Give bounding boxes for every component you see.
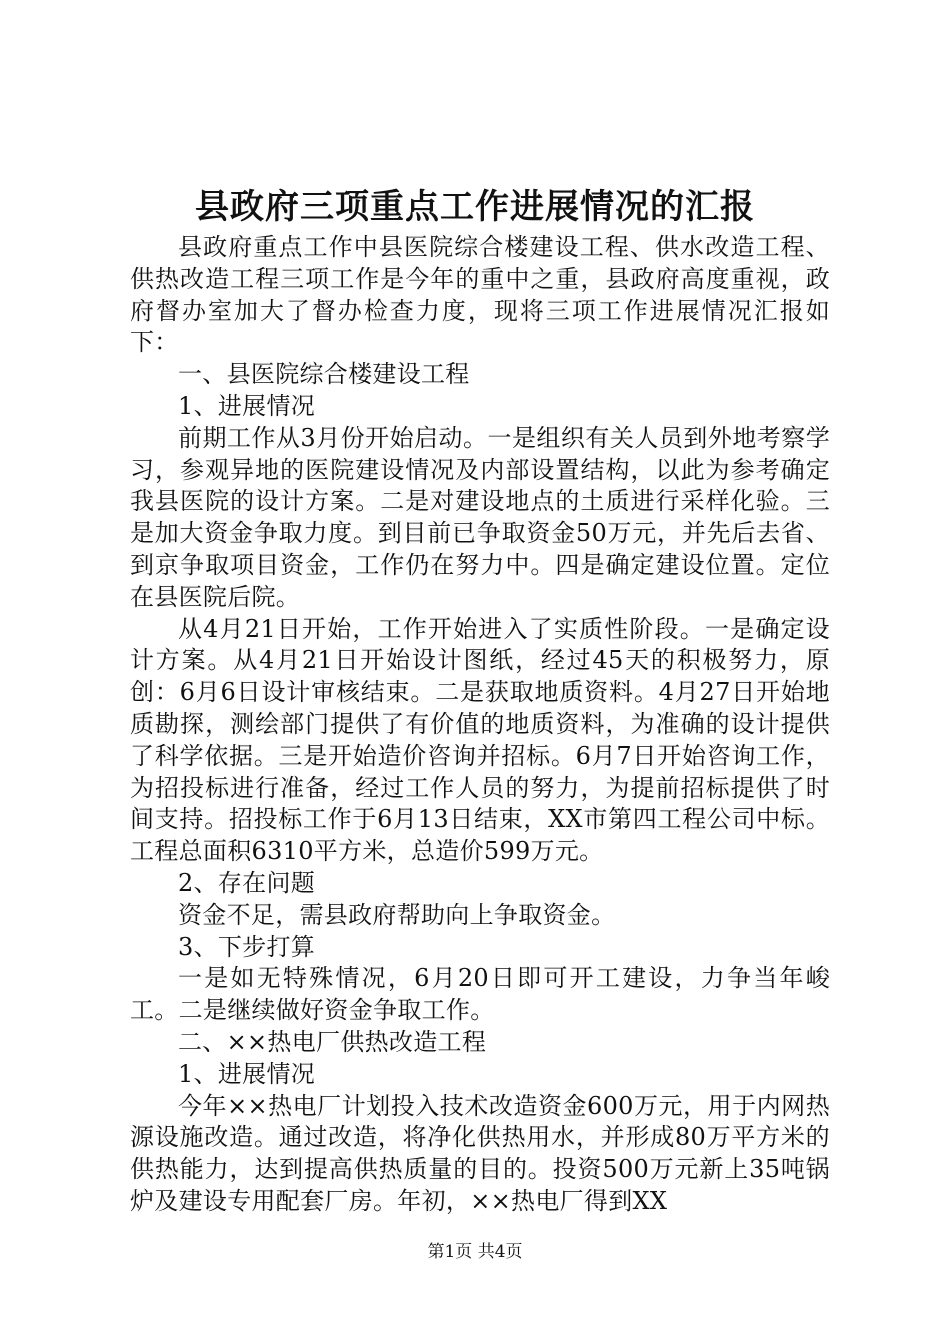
subheading-progress: 1、进展情况 xyxy=(178,391,316,420)
section-heading-hospital: 一、县医院综合楼建设工程 xyxy=(178,360,470,389)
paragraph-early-work: 前期工作从3月份开始启动。一是组织有关人员到外地考察学习，参观异地的医院建设情况及内部设置结构，以此为参考确定我县医院的设计方案。二是对建设地点的土质进行采样化验。三是加大资金争取力度。到目前已争取资金50万元，并先后去省、到京争取项目资金，工作仍在努力中。四是确定建设位置。定位在县医院后院。 xyxy=(130,423,830,611)
document-body xyxy=(130,232,830,1218)
section-heading-heating: 二、××热电厂供热改造工程 xyxy=(178,1027,487,1056)
paragraph-next-steps: 一是如无特殊情况，6月20日即可开工建设，力争当年峻工。二是继续做好资金争取工作。 xyxy=(130,964,830,1025)
paragraph-intro: 县政府重点工作中县医院综合楼建设工程、供水改造工程、供热改造工程三项工作是今年的重中之重，县政府高度重视，政府督办室加大了督办检查力度，现将三项工作进展情况汇报如下： xyxy=(130,233,830,357)
paragraph-substantive-stage: 从4月21日开始，工作开始进入了实质性阶段。一是确定设计方案。从4月21日开始设计图纸，经过45天的积极努力，原创：6月6日设计审核结束。二是获取地质资料。4月27日开始地质勘探，测绘部门提供了有价值的地质资料，为准确的设计提供了科学依据。三是开始造价咨询并招标。6月7日开始咨询工作，为招投标进行准备，经过工作人员的努力，为提前招标提供了时间支持。招投标工作于6月13日结束，XX市第四工程公司中标。工程总面积6310平方米，总造价599万元。 xyxy=(130,614,830,866)
paragraph-problems: 资金不足，需县政府帮助向上争取资金。 xyxy=(178,900,616,929)
subheading-next-steps: 3、下步打算 xyxy=(178,932,316,961)
paragraph-heating-progress: 今年××热电厂计划投入技术改造资金600万元，用于内网热源设施改造。通过改造，将净化供热用水，并形成80万平方米的供热能力，达到提高供热质量的目的。投资500万元新上35吨锅炉及建设专用配套厂房。年初，××热电厂得到XX xyxy=(130,1091,830,1215)
subheading-heating-progress: 1、进展情况 xyxy=(178,1059,316,1088)
page-number: 第1页 共4页 xyxy=(427,1242,523,1262)
document-title: 县政府三项重点工作进展情况的汇报 xyxy=(195,187,755,227)
subheading-problems: 2、存在问题 xyxy=(178,868,316,897)
